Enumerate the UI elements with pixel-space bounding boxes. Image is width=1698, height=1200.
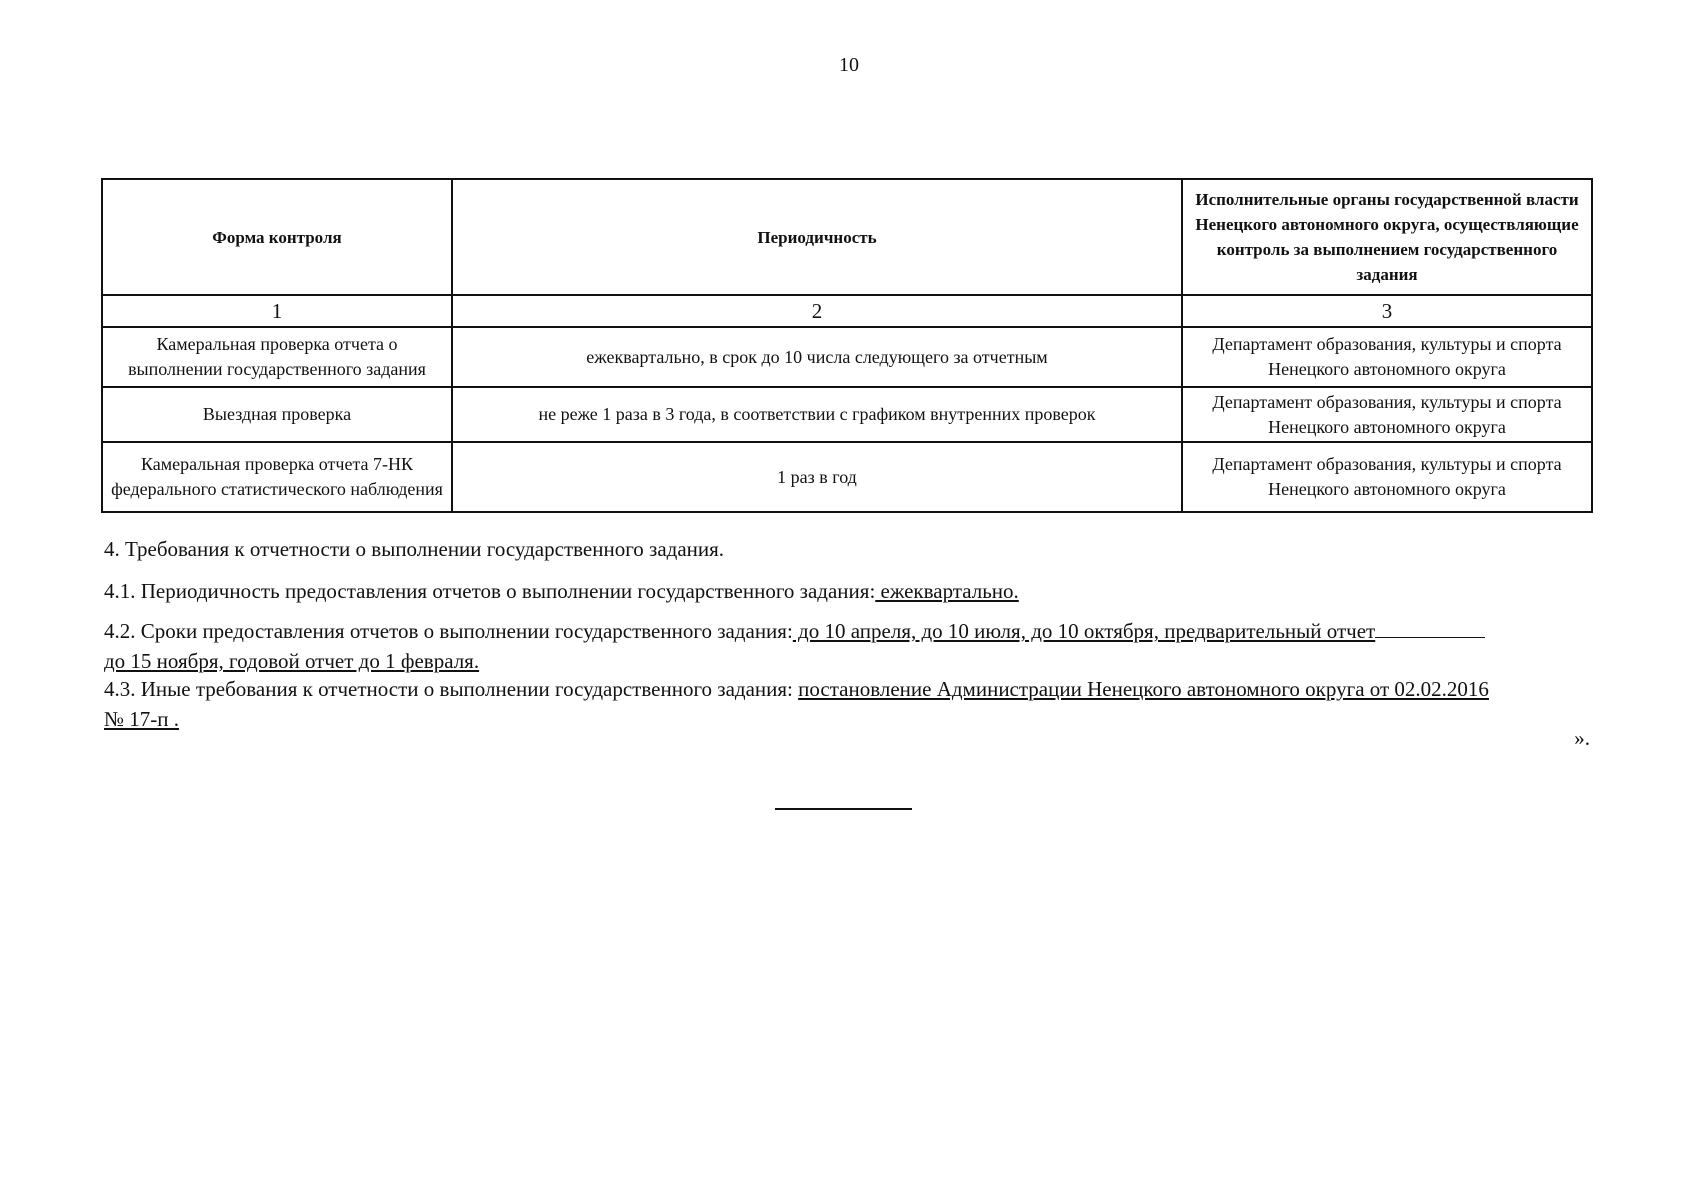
end-rule [775,808,912,810]
section-4-2-label: 4.2. Сроки предоставления отчетов о выполнении государственного задания: [104,619,793,643]
column-number: 3 [1182,295,1592,327]
header-form: Форма контроля [102,179,452,295]
header-periodicity: Периодичность [452,179,1182,295]
section-4-3-label: 4.3. Иные требования к отчетности о выполнении государственного задания: [104,677,793,701]
page-number: 10 [839,54,859,76]
table-row [102,387,1592,442]
table-cell: Департамент образования, культуры и спорта Ненецкого автономного округа [1182,327,1592,387]
section-4-1-label: 4.1. Периодичность предоставления отчетов о выполнении государственного задания: [104,579,876,603]
table-row [102,442,1592,512]
column-number: 2 [452,295,1182,327]
column-number: 1 [102,295,452,327]
table-row [102,327,1592,387]
column-number-row [102,295,1592,327]
control-table [101,178,1593,513]
table-cell: Департамент образования, культуры и спорта Ненецкого автономного округа [1182,442,1592,512]
section-4-1 [104,576,1592,606]
table-cell: не реже 1 раза в 3 года, в соответствии с графиком внутренних проверок [452,387,1182,442]
table-cell: 1 раз в год [452,442,1182,512]
closing-quote: ». [1574,726,1590,750]
section-4-3 [104,674,1592,734]
section-4-3-value-line2: № 17-п . [104,707,180,731]
section-4-1-value: ежеквартально. [875,579,1019,603]
table-cell: Камеральная проверка отчета о выполнении государственного задания [102,327,452,387]
section-4-3-value-line1: постановление Администрации Ненецкого автономного округа от 02.02.2016 [798,677,1489,701]
table-cell: Выездная проверка [102,387,452,442]
section-4-2 [104,616,1592,676]
table-cell: Камеральная проверка отчета 7-НК федерального статистического наблюдения [102,442,452,512]
table-cell: ежеквартально, в срок до 10 числа следующего за отчетным [452,327,1182,387]
section-4-2-value-line2: до 15 ноября, годовой отчет до 1 февраля. [104,649,480,673]
header-authorities: Исполнительные органы государственной власти Ненецкого автономного округа, осуществляющие контроль за выполнением государственного задания [1182,179,1592,295]
section-4-2-value-line1: до 10 апреля, до 10 июля, до 10 октября, предварительный отчет [792,619,1376,643]
underline-fill [1375,619,1485,638]
section-4-title: 4. Требования к отчетности о выполнении государственного задания. [104,537,725,561]
table-header-row [102,179,1592,295]
table-cell: Департамент образования, культуры и спорта Ненецкого автономного округа [1182,387,1592,442]
